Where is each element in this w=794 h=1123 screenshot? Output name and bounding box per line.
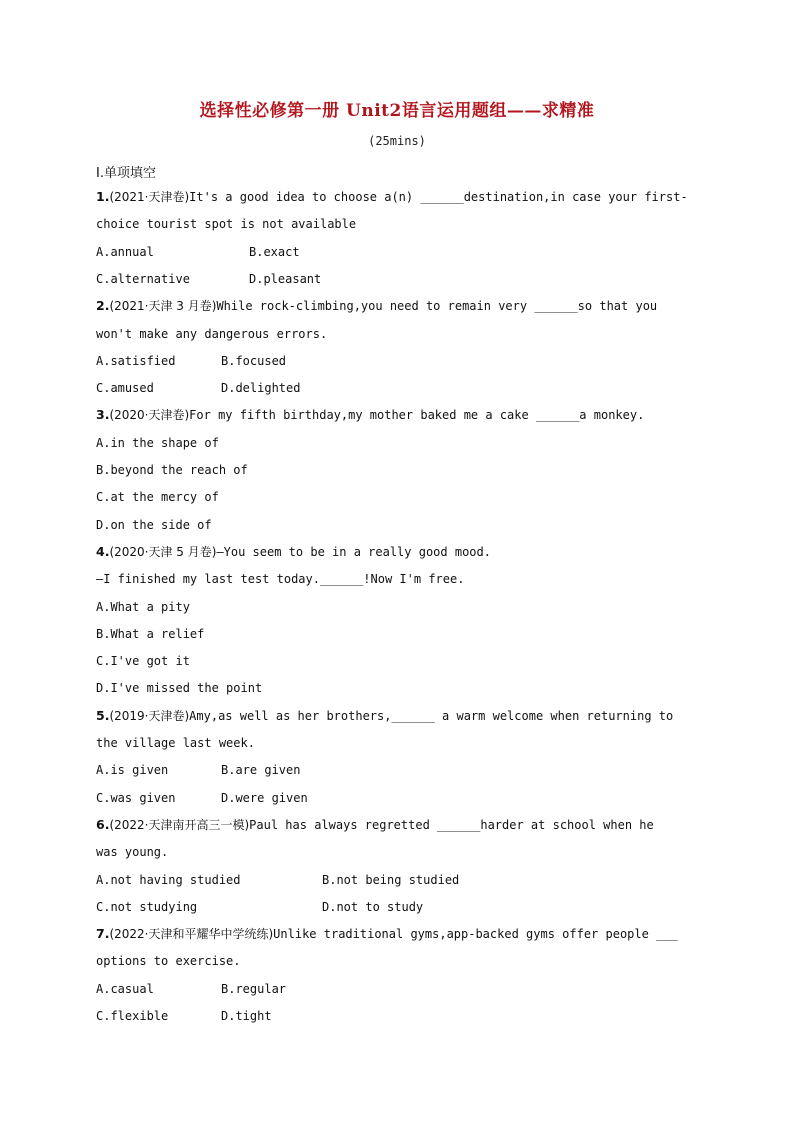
answer-options-row [96, 599, 190, 615]
question-stem [96, 926, 678, 942]
answer-option[interactable]: B.are given [221, 763, 301, 778]
answer-option[interactable]: D.delighted [221, 381, 301, 396]
answer-option[interactable]: C.not studying [96, 899, 198, 914]
answer-option[interactable]: D.were given [221, 790, 308, 805]
question-number: 6. [96, 816, 110, 832]
answer-options-row [96, 790, 308, 806]
question-source: (2022·天津南开高三一模) [109, 817, 250, 832]
answer-options-row [96, 680, 262, 696]
answer-options-row [96, 462, 248, 478]
question-stem [96, 817, 654, 833]
answer-options-row [96, 1008, 272, 1024]
answer-option[interactable]: C.alternative [96, 271, 190, 286]
answer-option[interactable]: B.focused [221, 353, 287, 368]
answer-options-row [96, 626, 204, 642]
answer-options-row [96, 981, 287, 997]
answer-options-row [96, 435, 219, 451]
answer-options-row [96, 489, 219, 505]
answer-option[interactable]: C.flexible [96, 1009, 169, 1023]
answer-options-row [96, 762, 301, 778]
question-stem [96, 189, 688, 205]
question-stem-continued: the village last week. [96, 736, 255, 750]
question-number: 3. [96, 407, 110, 423]
question-stem-continued: choice tourist spot is not available [96, 217, 357, 232]
question-source: (2020·天津 5 月卷) [109, 544, 217, 559]
question-text: For my fifth birthday,my mother baked me a cake ______a monkey. [189, 408, 645, 423]
question-stem [96, 298, 657, 314]
answer-options-row [96, 353, 287, 369]
question-number: 4. [96, 543, 110, 559]
answer-option[interactable]: C.I've got it [96, 654, 190, 669]
question-number: 7. [96, 926, 110, 942]
question-source: (2021·天津卷) [109, 190, 190, 204]
answer-option[interactable]: C.was given [96, 790, 176, 805]
question-stem-continued: was young. [96, 845, 169, 860]
page-title: 选择性必修第一册 Unit2语言运用题组——求精准 [199, 101, 595, 121]
answer-option[interactable]: A.annual [96, 244, 154, 259]
answer-option[interactable]: A.in the shape of [96, 435, 219, 450]
answer-option[interactable]: D.on the side of [96, 517, 212, 532]
answer-option[interactable]: A.What a pity [96, 599, 190, 614]
answer-options-row [96, 872, 460, 888]
question-source: (2020·天津卷) [109, 408, 190, 423]
answer-options-row [96, 271, 322, 287]
question-source: (2022·天津和平耀华中学统练) [109, 927, 274, 942]
answer-options-row [96, 653, 190, 669]
question-text: It's a good idea to choose a(n) ______destination,in case your first- [189, 190, 688, 204]
question-text: Amy,as well as her brothers,______ a warm welcome when returning to [189, 708, 674, 723]
answer-options-row [96, 899, 424, 915]
question-text: —You seem to be in a really good mood. [216, 544, 491, 559]
question-source: (2019·天津卷) [109, 708, 190, 723]
question-stem [96, 708, 673, 724]
question-text: While rock-climbing,you need to remain very ______so that you [216, 299, 658, 314]
answer-option[interactable]: D.not to study [322, 899, 424, 914]
answer-option[interactable]: A.not having studied [96, 872, 241, 887]
answer-option[interactable]: D.pleasant [249, 271, 322, 286]
answer-option[interactable]: A.casual [96, 981, 154, 996]
answer-option[interactable]: B.not being studied [322, 872, 460, 887]
question-number: 5. [96, 707, 110, 723]
section-heading: Ⅰ.单项填空 [96, 166, 156, 181]
question-stem [96, 544, 491, 560]
answer-option[interactable]: B.What a relief [96, 626, 205, 641]
question-number: 2. [96, 298, 110, 314]
answer-option[interactable]: B.beyond the reach of [96, 463, 248, 477]
answer-options-row [96, 380, 301, 396]
answer-option[interactable]: C.amused [96, 381, 154, 396]
answer-options-row [96, 244, 300, 260]
question-text: Unlike traditional gyms,app-backed gyms offer people ___ [273, 927, 678, 942]
question-stem-continued: won't make any dangerous errors. [96, 326, 328, 341]
answer-option[interactable]: B.regular [221, 981, 287, 996]
question-stem [96, 407, 644, 423]
question-text: Paul has always regretted ______harder at school when he [249, 817, 654, 832]
question-number: 1. [96, 189, 110, 204]
question-stem-continued: —I finished my last test today.______!Now I'm free. [96, 572, 465, 587]
answer-option[interactable]: A.is given [96, 763, 169, 778]
question-stem-continued: options to exercise. [96, 954, 241, 969]
answer-option[interactable]: B.exact [249, 244, 300, 259]
answer-option[interactable]: D.I've missed the point [96, 681, 263, 696]
answer-options-row [96, 517, 212, 533]
answer-option[interactable]: C.at the mercy of [96, 490, 219, 505]
question-source: (2021·天津 3 月卷) [109, 299, 217, 314]
answer-option[interactable]: A.satisfied [96, 353, 176, 368]
answer-option[interactable]: D.tight [221, 1009, 272, 1023]
time-limit: (25mins) [368, 134, 426, 148]
